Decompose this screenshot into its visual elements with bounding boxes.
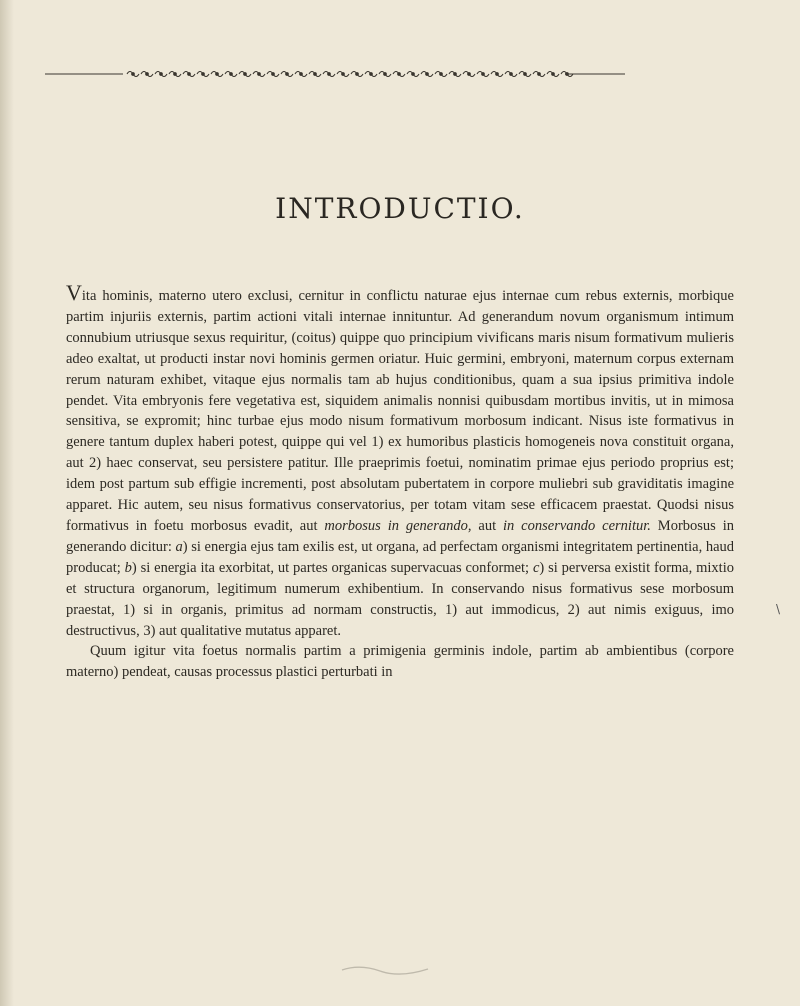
- body-text: [66, 280, 734, 683]
- margin-mark: \: [776, 602, 781, 616]
- italic-run: c: [532, 559, 540, 576]
- page-title: INTRODUCTIO.: [275, 192, 525, 225]
- header-ornament: [45, 68, 625, 80]
- page-edge-shadow: [0, 0, 14, 1006]
- initial-letter: V: [66, 280, 82, 305]
- italic-run: a: [175, 538, 183, 555]
- text-run: ) si energia ejus tam exilis est, ut organa, ad perfectam organismi integritatem pertinentia, haud producat;: [66, 538, 734, 576]
- paragraph: [66, 641, 734, 683]
- text-run: ) si perversa existit forma, mixtio et structura organorum, legitimum numerum exhibentium. In conservando nisus formativus sese morbosum praestat, 1) si in organis, primitus ad normam constructis, 1) aut immodicus, 2) aut nimis exiguus, imo destructivus, 3) aut qualitative mutatus apparet.: [66, 559, 734, 639]
- italic-run: morbosus in generando: [324, 517, 468, 534]
- italic-run: in conservando cernitur.: [503, 517, 651, 534]
- italic-run: b: [124, 559, 132, 576]
- paragraph: [66, 280, 734, 641]
- text-run: ) si energia ita exorbitat, ut partes organicas supervacuas conformet;: [131, 559, 533, 576]
- ink-smudge: [340, 962, 430, 976]
- text-run: ita hominis, materno utero exclusi, cernitur in conflictu naturae ejus internae cum rebus externis, morbique partim injuriis externis, partim actioni vitali internae innituntur. Ad generandum novum organismum intimum connubium utriusque sexus requiritur, (coitus) quippe quo principium vivificans maris nisum formativum mulieris adeo exaltat, ut producti instar novi hominis germen oriatur. Huic germini, embryoni, maternum corpus externam rerum naturam exhibet, vitaque ejus normalis tam ab hujus conditionibus, quam a sua ipsius primitiva indole pendet. Vita embryonis fere vegetativa est, siquidem animalis nonnisi quibusdam mortibus invitis, ut in mimosa sensitiva, se expromit; hinc turbae ejus modo nisum formativum morbosum indicant. Nisus iste formativus in genere tantum duplex haberi potest, quippe qui vel 1) ex humoribus plasticis homogeneis nova constituit organa, aut 2) haec conservat, seu persistere patitur. Ille praeprimis foetui, nominatim primae ejus periodo proprius est; idem post partum sub effigie incrementi, post absolutam pubertatem in corpore muliebri sub graviditatis imagine apparet. Hic autem, seu nisus formativus conservatorius, per totam vitam sese efficacem praestat. Quodsi nisus formativus in foetu morbosus evadit, aut: [66, 288, 734, 534]
- text-run: , aut: [467, 517, 504, 534]
- text-run: Quum igitur vita foetus normalis partim a primigenia germinis indole, partim ab ambientibus (corpore materno) pendeat, causas processus plastici perturbati in: [66, 643, 734, 681]
- text-run: Morbosus in generando dicitur:: [66, 517, 734, 555]
